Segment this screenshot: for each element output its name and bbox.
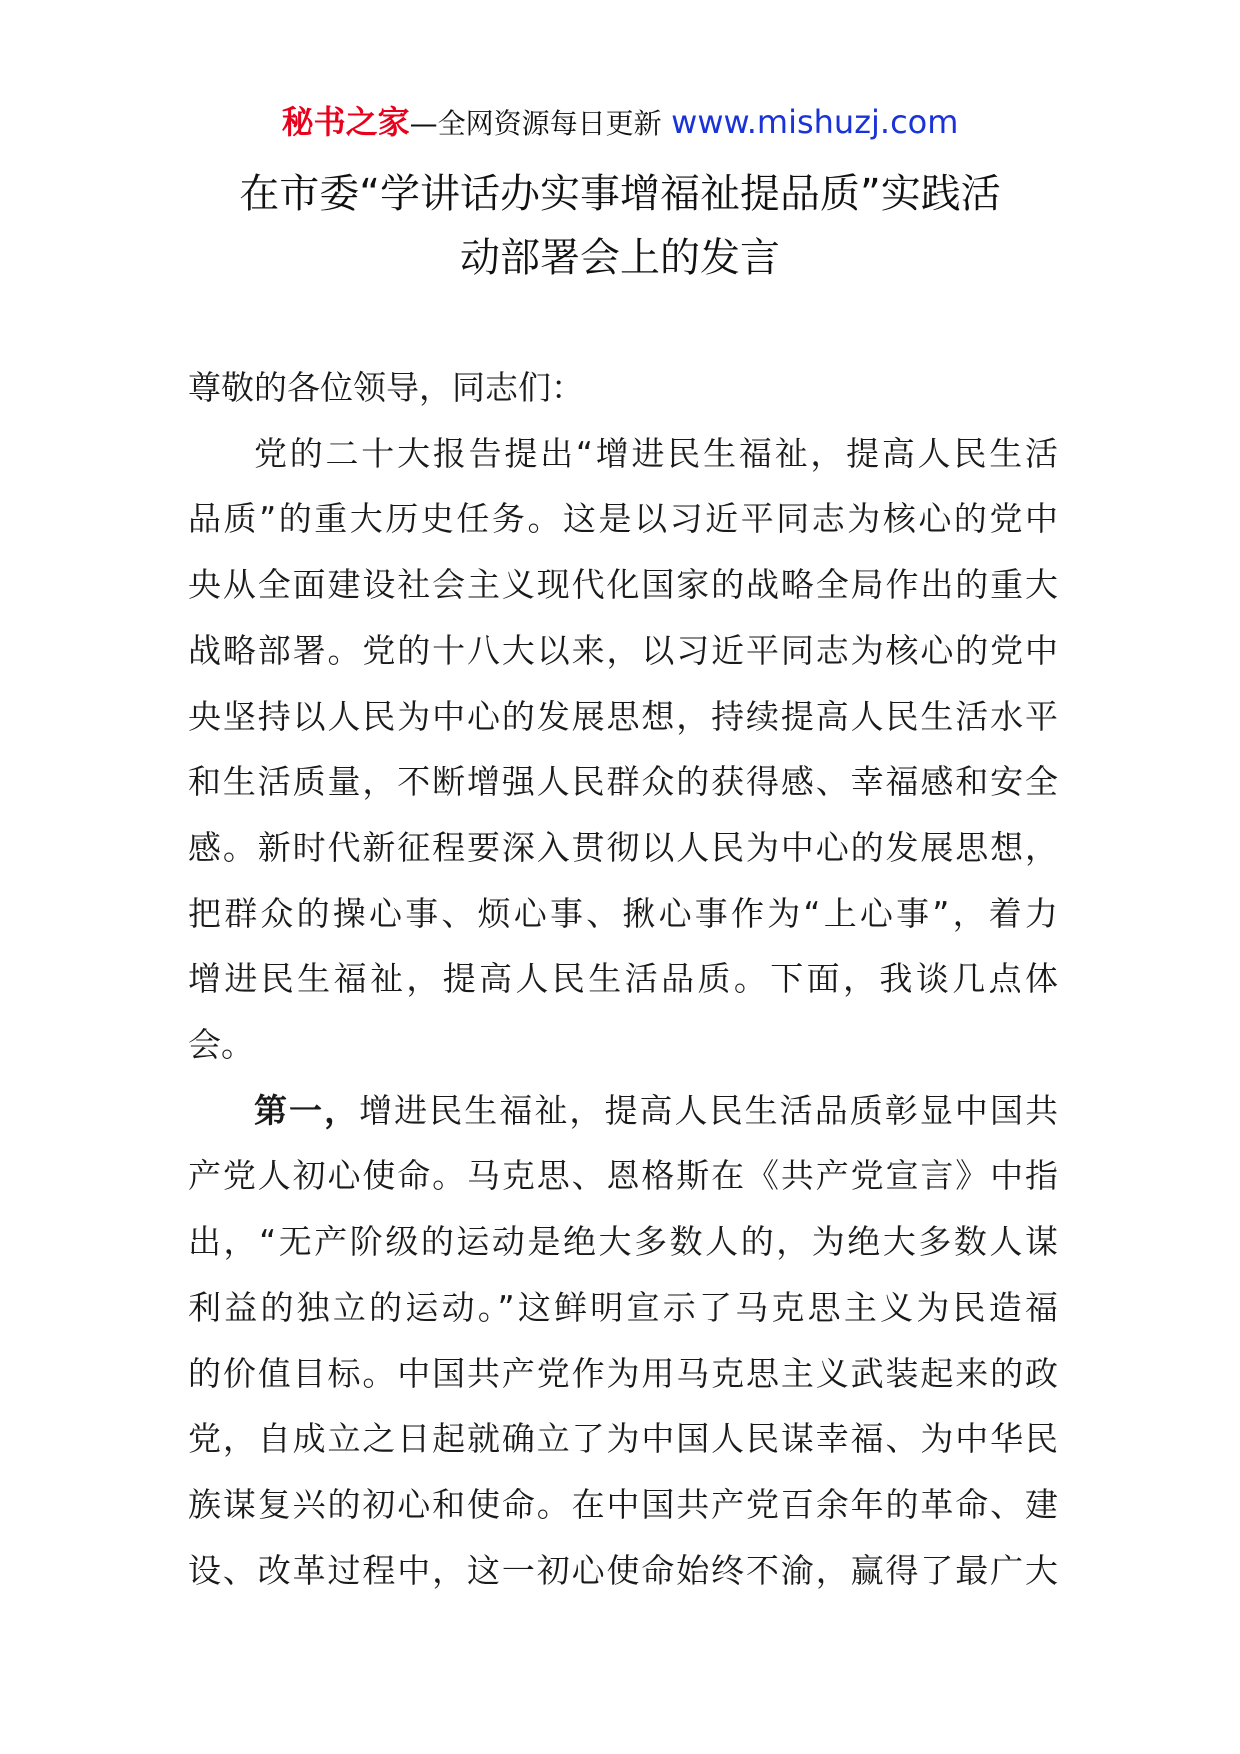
paragraph-line: 会。 <box>188 1025 254 1065</box>
paragraph-line: 央从全面建设社会主义现代化国家的战略全局作出的重大 <box>188 565 1058 605</box>
paragraph-line: 品质”的重大历史任务。这是以习近平同志为核心的党中 <box>188 499 1058 539</box>
paragraph-line: 族谋复兴的初心和使命。在中国共产党百余年的革命、建 <box>188 1484 1058 1524</box>
paragraph-intro <box>188 421 1058 1078</box>
paragraph-line: 央坚持以人民为中心的发展思想，持续提高人民生活水平 <box>188 696 1058 736</box>
document-title <box>150 162 1090 290</box>
title-line: 动部署会上的发言 <box>460 235 780 281</box>
title-line: 在市委“学讲话办实事增福祉提品质”实践活 <box>239 171 1001 217</box>
paragraph-line: 增进民生福祉，提高人民生活品质。下面，我谈几点体 <box>188 959 1058 999</box>
point-heading: 增进民生福祉，提高人民生活品质彰显中国共 <box>359 1090 1059 1130</box>
salutation-text: 尊敬的各位领导，同志们： <box>188 368 584 407</box>
paragraph-line <box>188 1078 1058 1144</box>
paragraph-line: 利益的独立的运动。”这鲜明宣示了马克思主义为民造福 <box>188 1287 1058 1327</box>
paragraph-line: 感。新时代新征程要深入贯彻以人民为中心的发展思想， <box>188 827 1058 867</box>
document-body <box>188 355 1058 1603</box>
paragraph-line: 党的二十大报告提出“增进民生福祉，提高人民生活 <box>254 433 1058 473</box>
paragraph-line: 出，“无产阶级的运动是绝大多数人的，为绝大多数人谋 <box>188 1222 1058 1262</box>
paragraph-line: 的价值目标。中国共产党作为用马克思主义武装起来的政 <box>188 1353 1058 1393</box>
paragraph-first-point <box>188 1078 1058 1604</box>
paragraph-line: 把群众的操心事、烦心事、揪心事作为“上心事”，着力 <box>188 893 1058 933</box>
salutation <box>188 355 1058 421</box>
paragraph-line: 产党人初心使命。马克思、恩格斯在《共产党宣言》中指 <box>188 1156 1058 1196</box>
paragraph-line: 和生活质量，不断增强人民群众的获得感、幸福感和安全 <box>188 762 1058 802</box>
site-header-banner <box>0 100 1240 146</box>
brand-name: 秘书之家 <box>281 103 410 141</box>
point-lead: 第一， <box>254 1090 360 1130</box>
paragraph-line: 设、改革过程中，这一初心使命始终不渝，赢得了最广大 <box>188 1550 1058 1590</box>
paragraph-line: 党，自成立之日起就确立了为中国人民谋幸福、为中华民 <box>188 1419 1058 1459</box>
paragraph-line: 战略部署。党的十八大以来，以习近平同志为核心的党中 <box>188 630 1058 670</box>
site-url-link[interactable]: www.mishuzj.com <box>671 103 959 141</box>
header-slogan: —全网资源每日更新 <box>409 107 662 140</box>
